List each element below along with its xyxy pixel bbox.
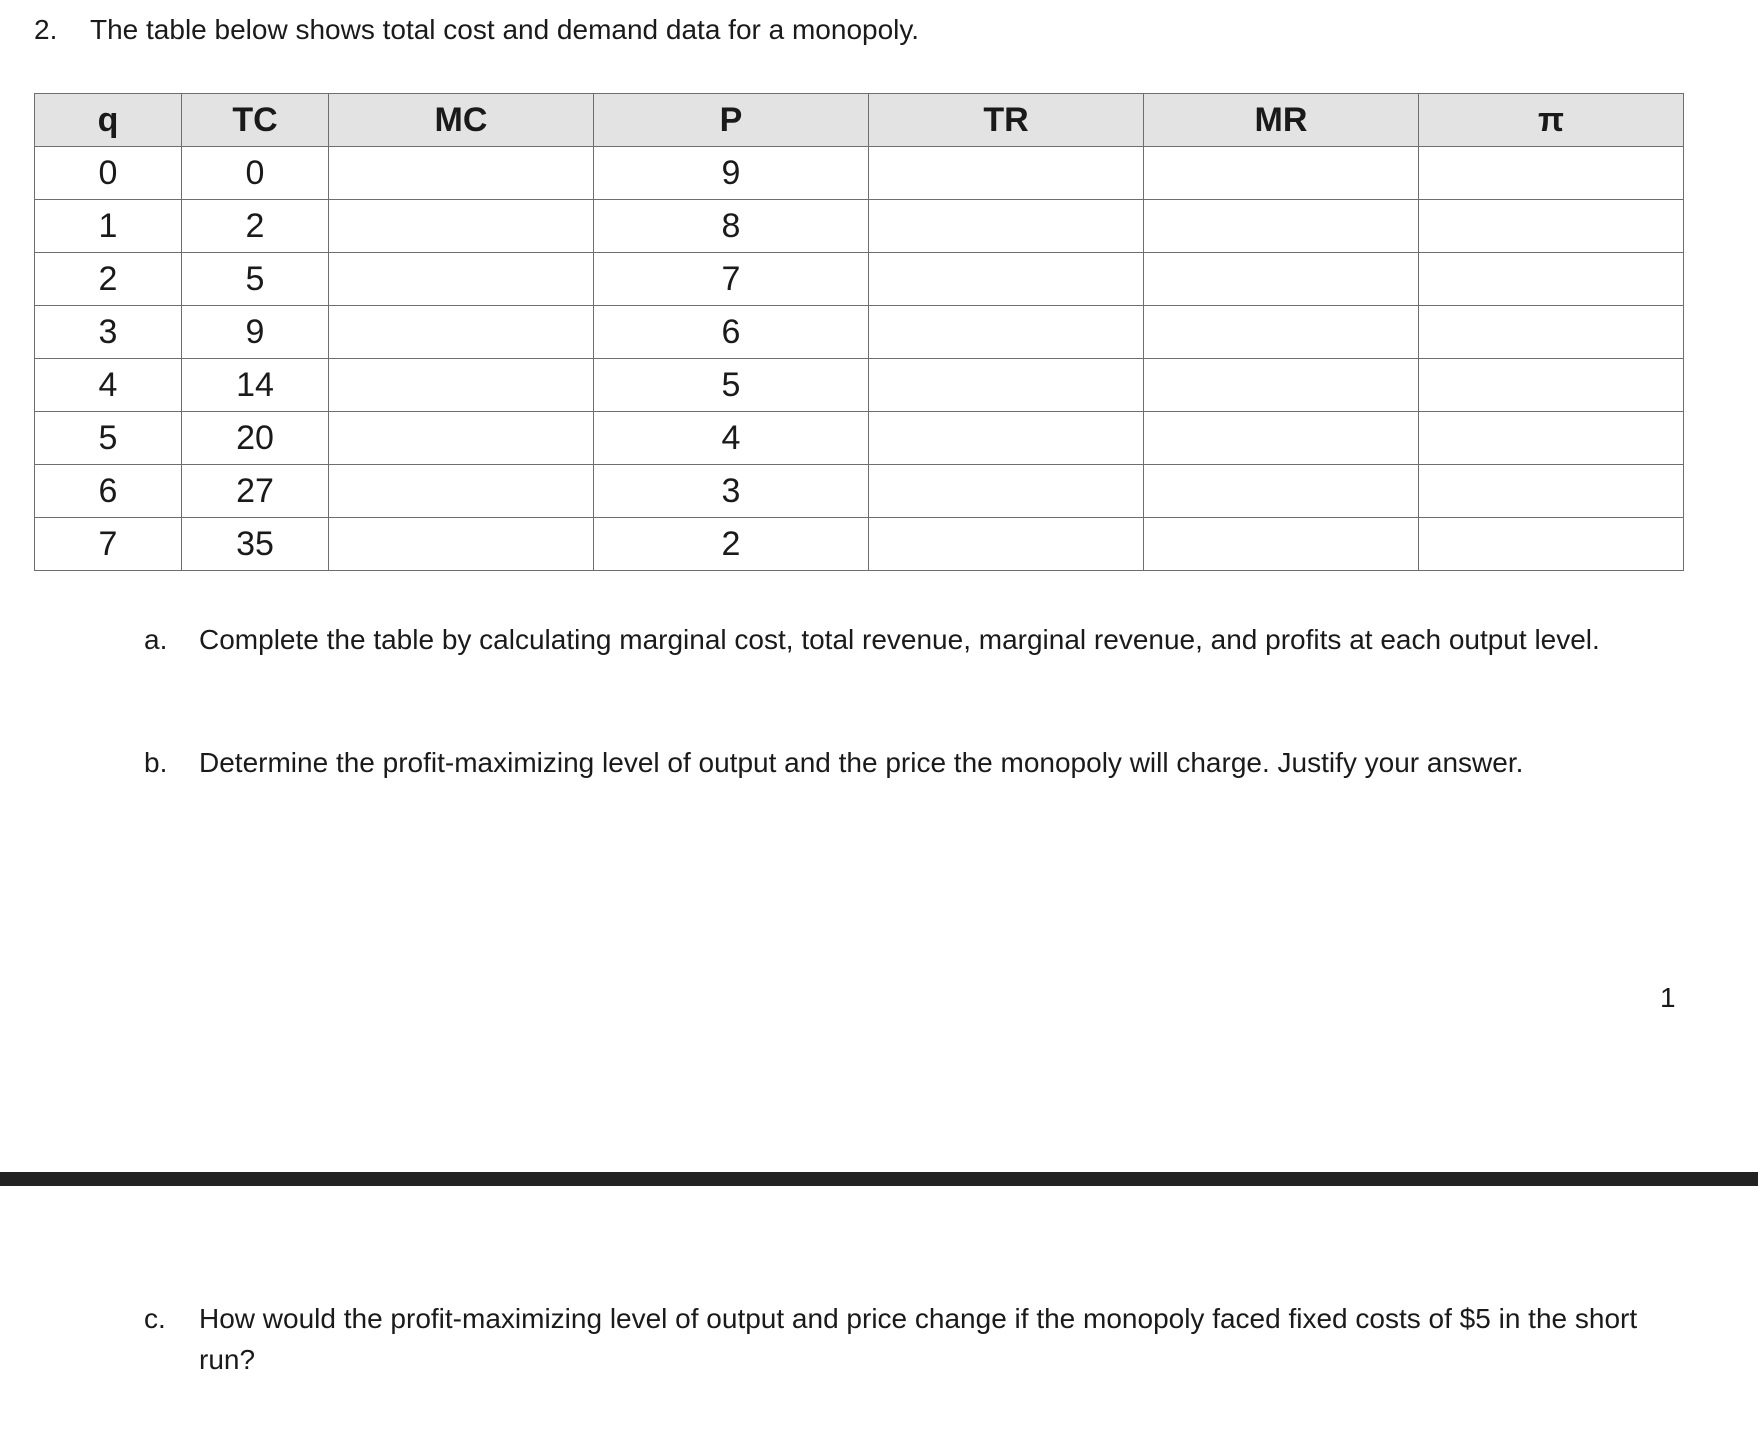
part-c-text: How would the profit-maximizing level of output and price change if the monopoly faced fixed costs of $5 in the short run? [199, 1303, 1638, 1375]
cell-tr [869, 412, 1144, 465]
cell-p: 8 [594, 200, 869, 253]
table-row [35, 200, 1684, 253]
cell-p: 6 [594, 306, 869, 359]
cell-mr [1144, 253, 1419, 306]
table-header-row [35, 94, 1684, 147]
cell-p: 7 [594, 253, 869, 306]
cell-mc [329, 518, 594, 571]
page-number: 1 [1660, 982, 1676, 1013]
cell-tr [869, 518, 1144, 571]
part-b [144, 742, 1704, 787]
cell-tc: 2 [182, 200, 329, 253]
header-profit: π [1419, 94, 1684, 147]
cell-tc: 35 [182, 518, 329, 571]
cell-profit [1419, 306, 1684, 359]
cell-tr [869, 359, 1144, 412]
table-row [35, 465, 1684, 518]
cell-tr [869, 200, 1144, 253]
cell-q: 1 [35, 200, 182, 253]
cell-p: 5 [594, 359, 869, 412]
cell-mr [1144, 465, 1419, 518]
cell-mr [1144, 518, 1419, 571]
cost-demand-table [34, 93, 1684, 571]
cell-p: 2 [594, 518, 869, 571]
cell-tr [869, 253, 1144, 306]
cell-profit [1419, 465, 1684, 518]
cell-tc: 27 [182, 465, 329, 518]
header-tr: TR [869, 94, 1144, 147]
header-p: P [594, 94, 869, 147]
cell-mc [329, 200, 594, 253]
cell-tr [869, 465, 1144, 518]
cell-profit [1419, 200, 1684, 253]
cell-q: 3 [35, 306, 182, 359]
cell-tr [869, 306, 1144, 359]
cell-profit [1419, 412, 1684, 465]
header-mr: MR [1144, 94, 1419, 147]
cell-q: 5 [35, 412, 182, 465]
cell-mc [329, 147, 594, 200]
part-a-letter: a. [144, 624, 168, 655]
part-b-letter: b. [144, 747, 168, 778]
cell-tc: 14 [182, 359, 329, 412]
cell-tr [869, 147, 1144, 200]
cell-profit [1419, 253, 1684, 306]
cell-p: 4 [594, 412, 869, 465]
table-row [35, 412, 1684, 465]
cell-mr [1144, 147, 1419, 200]
cell-mr [1144, 412, 1419, 465]
part-a-text: Complete the table by calculating marginal cost, total revenue, marginal revenue, and profits at each output level. [199, 624, 1600, 655]
cell-q: 7 [35, 518, 182, 571]
table-row [35, 518, 1684, 571]
cell-q: 2 [35, 253, 182, 306]
table-row [35, 147, 1684, 200]
header-tc: TC [182, 94, 329, 147]
table-row [35, 306, 1684, 359]
header-q: q [35, 94, 182, 147]
cell-q: 0 [35, 147, 182, 200]
cell-q: 6 [35, 465, 182, 518]
cell-profit [1419, 518, 1684, 571]
question-title: The table below shows total cost and demand data for a monopoly. [90, 14, 920, 45]
cell-mc [329, 253, 594, 306]
cell-mc [329, 359, 594, 412]
cell-tc: 20 [182, 412, 329, 465]
page-break-divider [0, 1172, 1758, 1186]
cell-mc [329, 465, 594, 518]
cell-q: 4 [35, 359, 182, 412]
cell-tc: 9 [182, 306, 329, 359]
header-mc: MC [329, 94, 594, 147]
part-c-letter: c. [144, 1303, 166, 1334]
cell-mr [1144, 359, 1419, 412]
part-c [144, 1298, 1704, 1388]
cell-p: 9 [594, 147, 869, 200]
part-a [144, 619, 1704, 709]
table-row [35, 253, 1684, 306]
question-number: 2. [34, 14, 58, 45]
table-row [35, 359, 1684, 412]
cell-tc: 5 [182, 253, 329, 306]
cell-mr [1144, 200, 1419, 253]
cell-mc [329, 306, 594, 359]
cell-tc: 0 [182, 147, 329, 200]
cell-mc [329, 412, 594, 465]
table-body [35, 147, 1684, 571]
cell-profit [1419, 147, 1684, 200]
part-b-text: Determine the profit-maximizing level of output and the price the monopoly will charge. Justify your answer. [199, 747, 1524, 778]
cell-profit [1419, 359, 1684, 412]
cell-p: 3 [594, 465, 869, 518]
cell-mr [1144, 306, 1419, 359]
